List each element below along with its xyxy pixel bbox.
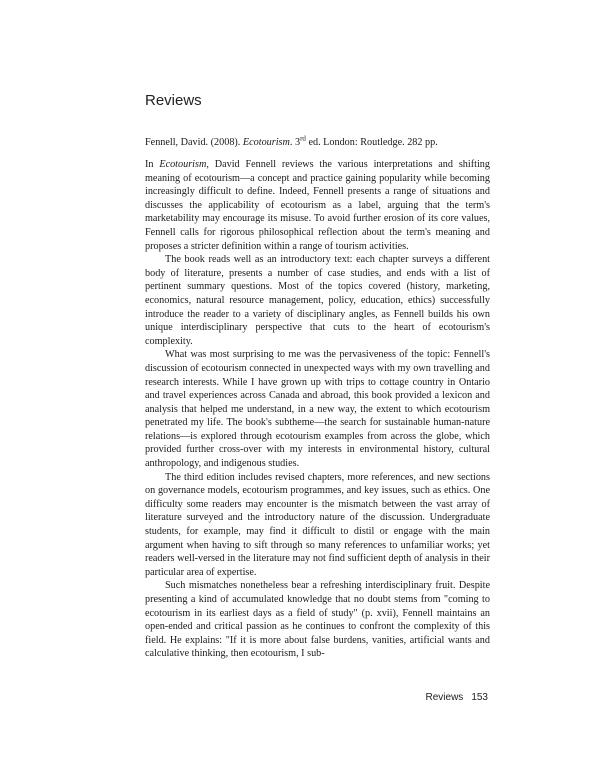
- page-footer: [426, 692, 488, 703]
- paragraph-5: Such mismatches nonetheless bear a refreshing interdisciplinary fruit. Despite presenting a kind of accumulated knowledge that no doubt stems from "coming to ecotourism in its earliest days as a field of study" (p. xvii), Fennell maintains an open-ended and critical passion as he continues to confront the complexity of this field. He explains: "If it is more about false burdens, vanities, artificial wants and calculative thinking, then ecotourism, I sub-: [145, 580, 490, 660]
- paragraph-2: The book reads well as an introductory text: each chapter surveys a different body of literature, presents a number of case studies, and ends with a list of pertinent summary questions. Most of the topics covered (history, marketing, economics, natural resource management, policy, education, ethics) successfully introduce the reader to a variety of disciplinary angles, as Fennell builds his own unique interdisciplinary perspective that cuts to the heart of ecotourism's complexity.: [145, 254, 490, 347]
- citation-edition-suffix: rd: [300, 134, 306, 143]
- paragraph-3: What was most surprising to me was the pervasiveness of the topic: Fennell's discussion of ecotourism connected in unexpected ways with my own travelling and research interests. While I have grown up with trips to cottage country in Ontario and travel experiences across Canada and abroad, this book provided a lexicon and analysis that helped me understand, in a new way, the extent to which ecotourism penetrated my life. The book's subtheme—the search for sustainable human-nature relations—is explored through ecotourism examples from across the globe, which provided further cross-over with my interests in environmental history, cultural anthropology, and indigenous studies.: [145, 349, 490, 470]
- citation-title: Ecotourism: [242, 137, 290, 148]
- running-footer-label: Reviews: [425, 692, 464, 703]
- page-number: 153: [471, 692, 488, 703]
- paragraph-1-text: , David Fennell reviews the various interpretations and shifting meaning of ecotourism—a concept and practice gaining popularity while becoming increasingly difficult to define. Indeed, Fennell presents a range of situations and discusses the applicability of ecotourism as a label, arguing that the term's marketability may encourage its misuse. To avoid further erosion of its core values, Fennell calls for rigorous philosophical reflection about the term's meaning and proposes a stricter definition within a range of tourism activities.: [145, 159, 490, 252]
- review-body: [145, 158, 490, 661]
- book-citation: [145, 136, 490, 150]
- section-heading: Reviews: [145, 92, 202, 109]
- citation-edition: . 3: [289, 137, 301, 148]
- paragraph-1: [145, 158, 490, 253]
- paragraph-1-book-title: Ecotourism: [159, 159, 207, 170]
- citation-author: Fennell, David. (2008).: [145, 137, 243, 148]
- paragraph-1-lead: In: [145, 159, 160, 170]
- paragraph-4: The third edition includes revised chapters, more references, and new sections on governance models, ecotourism programmes, and key issues, such as ethics. One difficulty some readers may encounter is the mismatch between the vast array of literature surveyed and the introductory nature of the discussion. Undergraduate students, for example, may find it difficult to distil or engage with the main argument when having to sift through so many references to unfamiliar works; yet readers well-versed in the literature may not find sufficient depth of analysis in their particular area of expertise.: [145, 471, 490, 578]
- citation-publisher: ed. London: Routledge. 282 pp.: [305, 137, 438, 148]
